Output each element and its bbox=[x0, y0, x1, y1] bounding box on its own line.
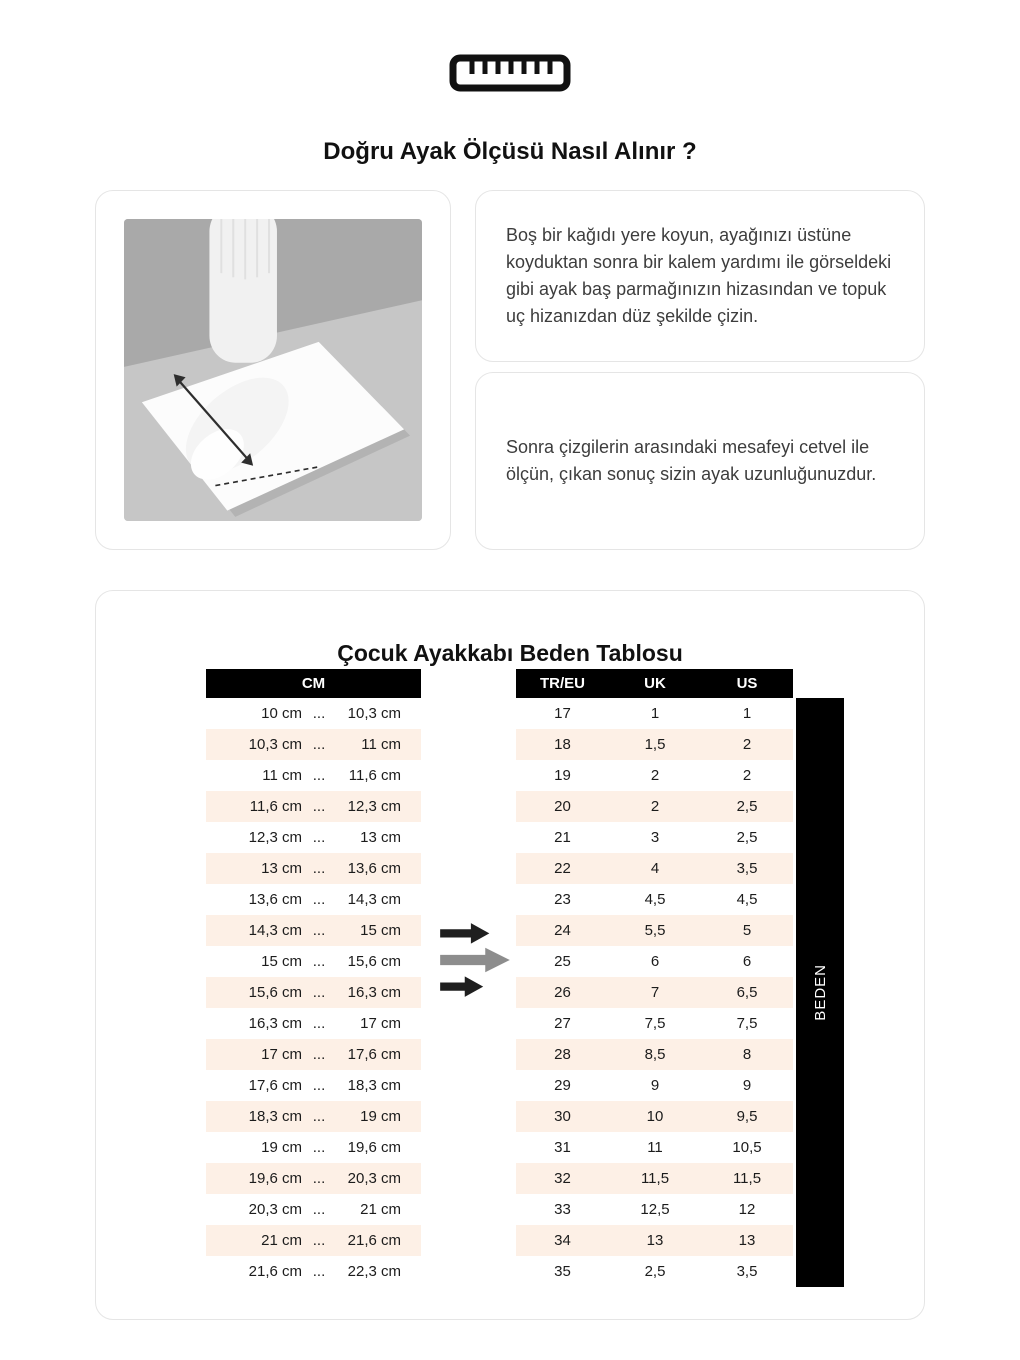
instruction-card-1 bbox=[475, 190, 925, 362]
cm-to: 11 cm bbox=[332, 729, 421, 760]
cell-us: 9 bbox=[742, 1077, 752, 1094]
cm-from: 21 cm bbox=[206, 1225, 306, 1256]
cm-from: 13 cm bbox=[206, 853, 306, 884]
cm-from: 21,6 cm bbox=[248, 1263, 302, 1280]
cell-uk: 9 bbox=[650, 1077, 660, 1094]
cell-tr-eu: 23 bbox=[554, 891, 571, 908]
cell-uk: 4,5 bbox=[644, 891, 666, 908]
cm-table-row bbox=[206, 853, 421, 884]
cm-dots: ... bbox=[312, 767, 326, 784]
cm-from: 11 cm bbox=[262, 767, 302, 784]
cell-uk: 1,5 bbox=[609, 729, 701, 760]
cm-table-row bbox=[206, 698, 421, 729]
foot-measuring-photo bbox=[124, 219, 422, 521]
size-table-row bbox=[516, 1101, 793, 1132]
size-conversion-table bbox=[516, 669, 793, 1287]
cm-dots: ... bbox=[312, 705, 326, 722]
cell-tr-eu: 25 bbox=[554, 953, 571, 970]
transfer-arrows-icon bbox=[434, 919, 516, 1006]
size-table-row bbox=[516, 1132, 793, 1163]
cell-tr-eu: 17 bbox=[554, 705, 571, 722]
ruler-icon bbox=[448, 50, 572, 99]
cm-to: 22,3 cm bbox=[347, 1263, 402, 1280]
cell-tr-eu: 28 bbox=[516, 1039, 609, 1070]
cell-us: 6,5 bbox=[701, 977, 793, 1008]
uk-header-cell: UK bbox=[609, 669, 701, 698]
size-table-row bbox=[516, 1256, 793, 1287]
cell-tr-eu: 33 bbox=[554, 1201, 571, 1218]
size-table-row bbox=[516, 1070, 793, 1101]
cell-tr-eu: 18 bbox=[516, 729, 609, 760]
cm-to: 21 cm bbox=[360, 1201, 402, 1218]
cell-us: 7,5 bbox=[736, 1015, 758, 1032]
cell-tr-eu: 24 bbox=[516, 915, 609, 946]
size-table-row bbox=[516, 1008, 793, 1039]
cm-dots: ... bbox=[306, 853, 332, 884]
cm-dots: ... bbox=[306, 1225, 332, 1256]
cm-dots: ... bbox=[312, 953, 326, 970]
tr-eu-header-cell: TR/EU bbox=[516, 669, 609, 698]
cm-table-row bbox=[206, 822, 421, 853]
size-chart-card bbox=[95, 590, 925, 1320]
cell-us: 12 bbox=[738, 1201, 756, 1218]
cell-tr-eu: 21 bbox=[554, 829, 571, 846]
cm-dots: ... bbox=[312, 1015, 326, 1032]
cm-dots: ... bbox=[312, 1263, 326, 1280]
cm-dots: ... bbox=[312, 1077, 326, 1094]
cm-dots: ... bbox=[312, 829, 326, 846]
cm-to: 15,6 cm bbox=[347, 953, 402, 970]
cm-to: 13 cm bbox=[360, 829, 402, 846]
beden-vertical-bar bbox=[796, 698, 844, 1287]
cm-to: 19,6 cm bbox=[347, 1139, 402, 1156]
cell-tr-eu: 26 bbox=[516, 977, 609, 1008]
instruction-step2-text: Sonra çizgilerin arasındaki mesafeyi cetvel ile ölçün, çıkan sonuç sizin ayak uzunluğunuzdur. bbox=[506, 437, 877, 484]
cell-us: 2 bbox=[742, 767, 752, 784]
size-table-row bbox=[516, 1039, 793, 1070]
cm-to: 14,3 cm bbox=[347, 891, 402, 908]
cell-tr-eu: 20 bbox=[516, 791, 609, 822]
cell-tr-eu: 22 bbox=[516, 853, 609, 884]
cell-us: 3,5 bbox=[736, 1263, 758, 1280]
size-table-row bbox=[516, 915, 793, 946]
cell-us: 11,5 bbox=[701, 1163, 793, 1194]
cell-tr-eu: 29 bbox=[554, 1077, 571, 1094]
cell-us: 5 bbox=[701, 915, 793, 946]
cm-table-row bbox=[206, 1101, 421, 1132]
beden-label: BEDEN bbox=[811, 964, 829, 1021]
instruction-step1-text: Boş bir kağıdı yere koyun, ayağınızı üstüne koyduktan sonra bir kalem yardımı ile görseldeki gibi ayak baş parmağınızın hizasından ve topuk uç hizanızdan düz şekilde çizin. bbox=[506, 225, 892, 326]
cell-us: 6 bbox=[742, 953, 752, 970]
cm-table-row bbox=[206, 1132, 421, 1163]
cell-uk: 8,5 bbox=[609, 1039, 701, 1070]
cm-from: 10,3 cm bbox=[206, 729, 306, 760]
cm-dots: ... bbox=[312, 891, 326, 908]
cm-from: 14,3 cm bbox=[206, 915, 306, 946]
cm-to: 20,3 cm bbox=[332, 1163, 421, 1194]
cm-from: 10 cm bbox=[261, 705, 302, 722]
cell-tr-eu: 34 bbox=[516, 1225, 609, 1256]
cm-from: 16,3 cm bbox=[248, 1015, 302, 1032]
cm-to: 11,6 cm bbox=[348, 767, 402, 784]
cell-uk: 7,5 bbox=[644, 1015, 666, 1032]
cm-to: 17,6 cm bbox=[332, 1039, 421, 1070]
size-table-row bbox=[516, 853, 793, 884]
cell-us: 8 bbox=[701, 1039, 793, 1070]
cm-to: 21,6 cm bbox=[332, 1225, 421, 1256]
cm-table-row bbox=[206, 791, 421, 822]
cell-uk: 7 bbox=[609, 977, 701, 1008]
cm-table-row bbox=[206, 1256, 421, 1287]
cell-tr-eu: 30 bbox=[516, 1101, 609, 1132]
cm-to: 17 cm bbox=[360, 1015, 402, 1032]
cell-uk: 4 bbox=[609, 853, 701, 884]
cell-uk: 5,5 bbox=[609, 915, 701, 946]
instruction-card-2 bbox=[475, 372, 925, 550]
size-table-header-row bbox=[516, 669, 793, 698]
cm-dots: ... bbox=[306, 915, 332, 946]
cm-table-row bbox=[206, 1194, 421, 1225]
cell-us: 2,5 bbox=[736, 829, 758, 846]
cm-from: 17 cm bbox=[206, 1039, 306, 1070]
cell-uk: 2 bbox=[650, 767, 660, 784]
cell-us: 10,5 bbox=[732, 1139, 762, 1156]
cm-from: 13,6 cm bbox=[248, 891, 302, 908]
cm-from: 20,3 cm bbox=[248, 1201, 302, 1218]
cell-uk: 13 bbox=[609, 1225, 701, 1256]
cm-dots: ... bbox=[306, 977, 332, 1008]
cm-dots: ... bbox=[312, 1201, 326, 1218]
cm-table-row bbox=[206, 915, 421, 946]
cm-table-row bbox=[206, 884, 421, 915]
cell-uk: 2 bbox=[609, 791, 701, 822]
cm-from: 19,6 cm bbox=[206, 1163, 306, 1194]
cm-table-row bbox=[206, 1070, 421, 1101]
cm-from: 15 cm bbox=[261, 953, 302, 970]
cell-us: 2,5 bbox=[701, 791, 793, 822]
size-table-row bbox=[516, 1225, 793, 1256]
cell-uk: 3 bbox=[650, 829, 660, 846]
foot-photo-card bbox=[95, 190, 451, 550]
cell-uk: 6 bbox=[650, 953, 660, 970]
cm-table-header-row bbox=[206, 669, 421, 698]
cell-tr-eu: 19 bbox=[554, 767, 571, 784]
us-header-cell: US bbox=[701, 669, 793, 698]
size-table-row bbox=[516, 760, 793, 791]
cm-from: 11,6 cm bbox=[206, 791, 306, 822]
size-table-row bbox=[516, 698, 793, 729]
cm-table-row bbox=[206, 1039, 421, 1070]
cm-dots: ... bbox=[306, 791, 332, 822]
size-table-row bbox=[516, 977, 793, 1008]
cm-table-row bbox=[206, 977, 421, 1008]
cell-uk: 11 bbox=[647, 1139, 663, 1156]
cell-us: 1 bbox=[742, 705, 752, 722]
cm-from: 19 cm bbox=[261, 1139, 302, 1156]
cell-uk: 11,5 bbox=[609, 1163, 701, 1194]
cell-us: 9,5 bbox=[701, 1101, 793, 1132]
cell-tr-eu: 31 bbox=[554, 1139, 571, 1156]
cm-to: 10,3 cm bbox=[347, 705, 402, 722]
cm-to: 15 cm bbox=[332, 915, 421, 946]
cm-dots: ... bbox=[306, 1039, 332, 1070]
size-table-row bbox=[516, 1163, 793, 1194]
cm-table-row bbox=[206, 729, 421, 760]
cell-us: 2 bbox=[701, 729, 793, 760]
cell-tr-eu: 32 bbox=[516, 1163, 609, 1194]
cm-table-row bbox=[206, 1008, 421, 1039]
cm-dots: ... bbox=[306, 1101, 332, 1132]
cell-uk: 1 bbox=[650, 705, 660, 722]
size-table-row bbox=[516, 884, 793, 915]
cm-table-row bbox=[206, 1225, 421, 1256]
cm-range-table bbox=[206, 669, 421, 1287]
page-title: Doğru Ayak Ölçüsü Nasıl Alınır ? bbox=[323, 138, 697, 166]
cm-table-row bbox=[206, 946, 421, 977]
cm-header-cell: CM bbox=[206, 669, 421, 698]
cm-table-row bbox=[206, 1163, 421, 1194]
cm-to: 12,3 cm bbox=[332, 791, 421, 822]
size-table-row bbox=[516, 791, 793, 822]
cm-to: 18,3 cm bbox=[347, 1077, 402, 1094]
cell-uk: 12,5 bbox=[640, 1201, 670, 1218]
cm-dots: ... bbox=[306, 1163, 332, 1194]
cm-to: 16,3 cm bbox=[332, 977, 421, 1008]
cell-us: 3,5 bbox=[701, 853, 793, 884]
cm-table-row bbox=[206, 760, 421, 791]
cm-from: 15,6 cm bbox=[206, 977, 306, 1008]
cm-to: 19 cm bbox=[332, 1101, 421, 1132]
size-table-row bbox=[516, 1194, 793, 1225]
size-table-row bbox=[516, 822, 793, 853]
cell-tr-eu: 35 bbox=[554, 1263, 571, 1280]
cm-from: 17,6 cm bbox=[248, 1077, 302, 1094]
cm-from: 12,3 cm bbox=[248, 829, 302, 846]
cell-tr-eu: 27 bbox=[554, 1015, 571, 1032]
cm-dots: ... bbox=[306, 729, 332, 760]
cell-us: 4,5 bbox=[736, 891, 758, 908]
cm-from: 18,3 cm bbox=[206, 1101, 306, 1132]
size-table-row bbox=[516, 729, 793, 760]
cell-us: 13 bbox=[701, 1225, 793, 1256]
size-table-row bbox=[516, 946, 793, 977]
cm-to: 13,6 cm bbox=[332, 853, 421, 884]
cm-dots: ... bbox=[312, 1139, 326, 1156]
cell-uk: 10 bbox=[609, 1101, 701, 1132]
size-chart-title: Çocuk Ayakkabı Beden Tablosu bbox=[337, 640, 683, 667]
cell-uk: 2,5 bbox=[644, 1263, 666, 1280]
